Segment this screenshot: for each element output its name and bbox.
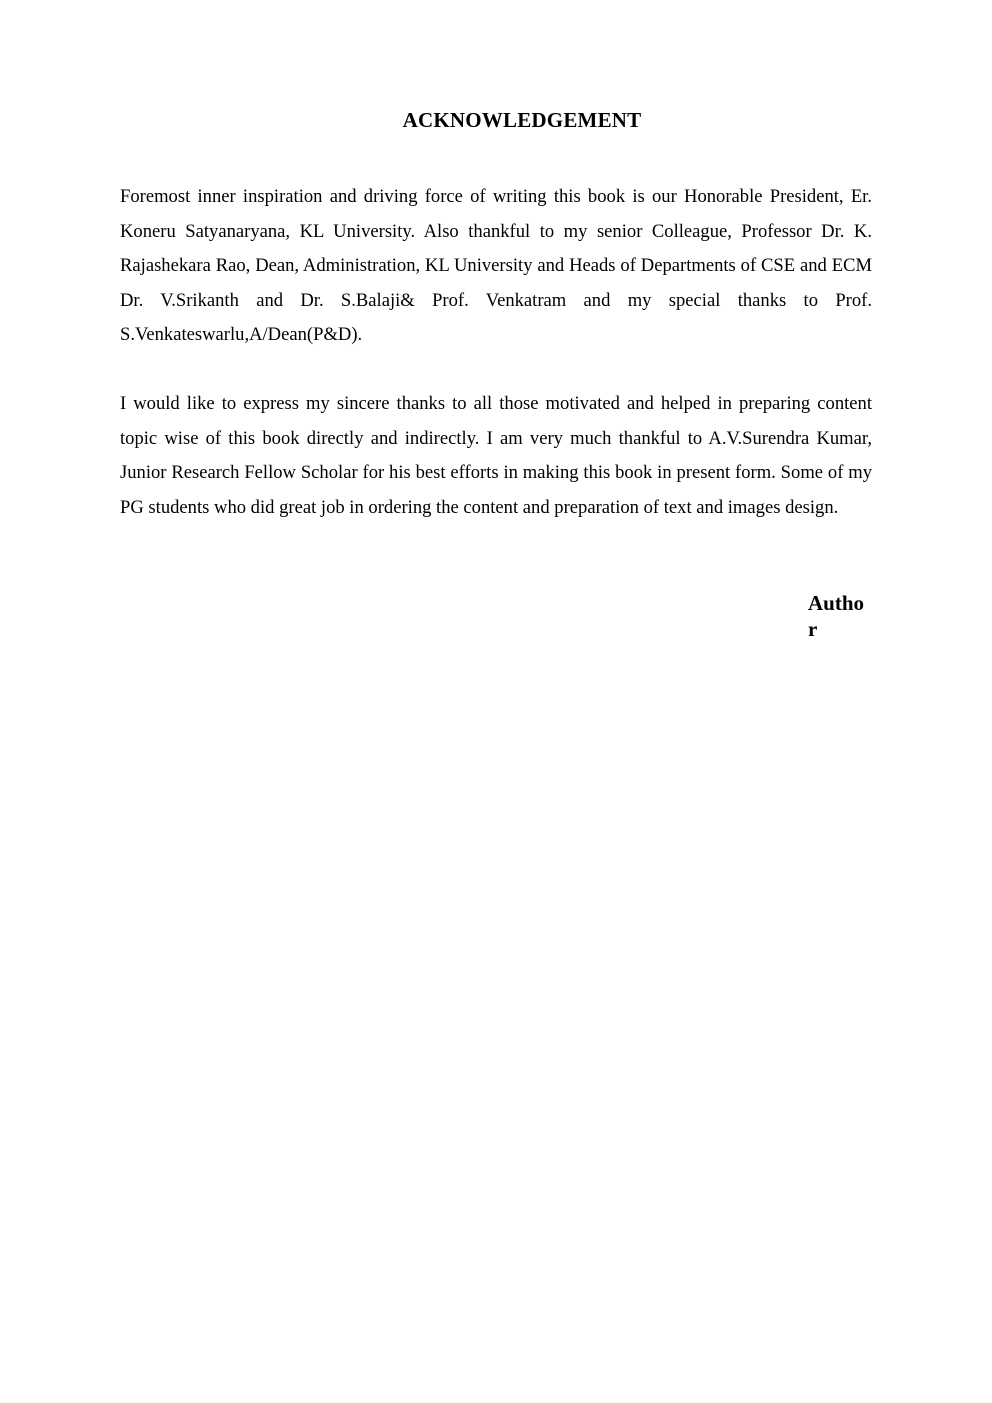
page-title: ACKNOWLEDGEMENT: [402, 108, 642, 132]
author-signature: Author: [808, 591, 865, 641]
acknowledgement-paragraph-1: Foremost inner inspiration and driving force of writing this book is our Honorable President, Er. Koneru Satyanaryana, KL University. Also thankful to my senior Colleague, Professor Dr. K. Rajashekara Rao, Dean, Administration, KL University and Heads of Departments of CSE and ECM Dr. V.Srikanth and Dr. S.Balaji& Prof. Venkatram and my special thanks to Prof. S.Venkateswarlu,A/Dean(P&D).: [120, 186, 872, 345]
acknowledgement-paragraph-2: I would like to express my sincere thanks to all those motivated and helped in preparing content topic wise of this book directly and indirectly. I am very much thankful to A.V.Surendra Kumar, Junior Research Fellow Scholar for his best efforts in making this book in present form. Some of my PG students who did great job in ordering the content and preparation of text and images design.: [120, 393, 872, 518]
